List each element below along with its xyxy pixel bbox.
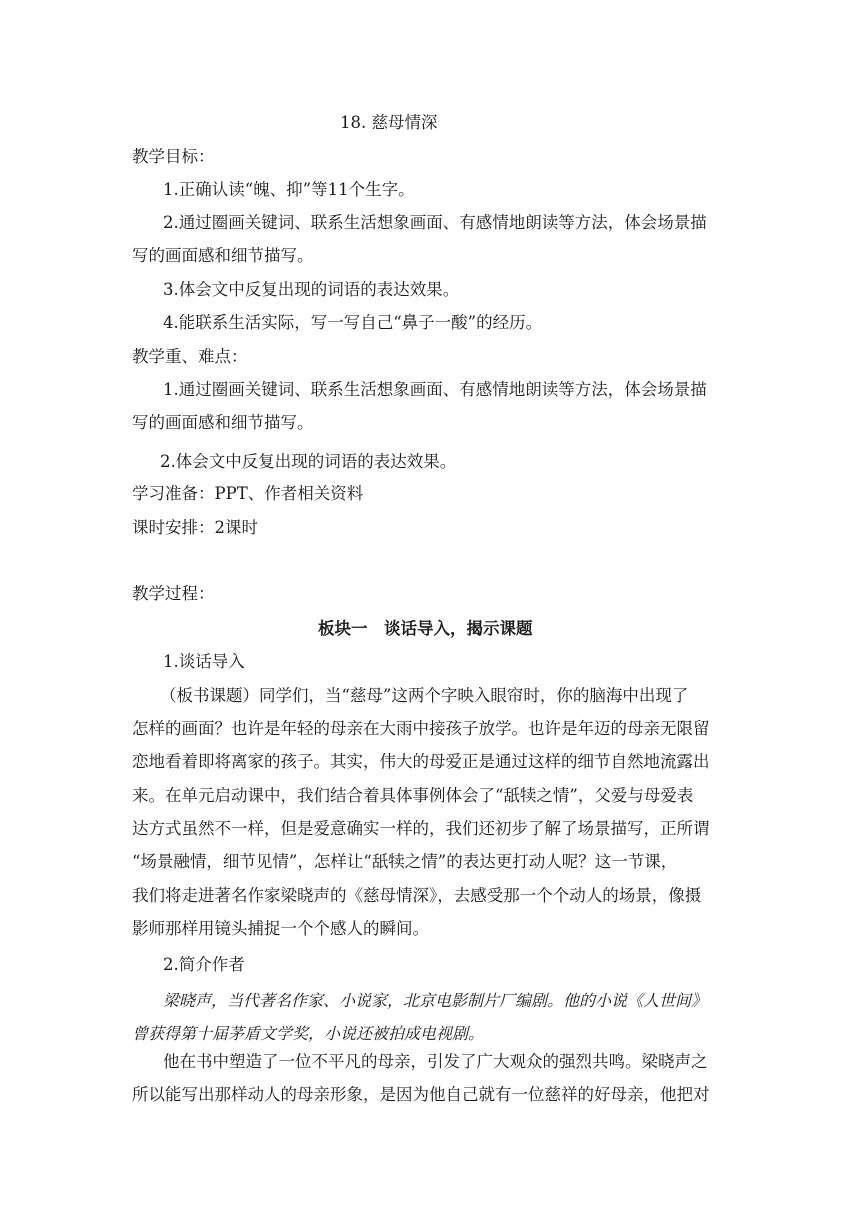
- objective-item: 2.通过圈画关键词、联系生活想象画面、有感情地朗读等方法，体会场景描: [163, 213, 707, 232]
- key-point-item: 1.通过圈画关键词、联系生活想象画面、有感情地朗读等方法，体会场景描: [163, 380, 707, 399]
- author-intro-line: 梁晓声，当代著名作家、小说家，北京电影制片厂编剧。他的小说《人世间》: [163, 991, 708, 1010]
- paragraph-line: （板书课题）同学们，当“慈母”这两个字映入眼帘时，你的脑海中出现了: [160, 686, 689, 705]
- paragraph-line: 怎样的画面？也许是年轻的母亲在大雨中接孩子放学。也许是年迈的母亲无限留: [132, 719, 710, 738]
- preparation-line: 学习准备：PPT、作者相关资料: [132, 484, 364, 503]
- paragraph-line: 他在书中塑造了一位不平凡的母亲，引发了广大观众的强烈共鸣。梁晓声之: [163, 1052, 708, 1071]
- paragraph-line: “场景融情，细节见情”，怎样让“舐犊之情”的表达更打动人呢？这一节课，: [132, 852, 678, 871]
- objectives-heading: 教学目标：: [132, 147, 215, 166]
- key-points-heading: 教学重、难点：: [132, 347, 248, 366]
- section-heading: 板块一 谈话导入，揭示课题: [318, 619, 533, 638]
- key-point-item-continued: 写的画面感和细节描写。: [132, 413, 314, 432]
- objective-item: 3.体会文中反复出现的词语的表达效果。: [163, 280, 460, 299]
- step-title: 2.简介作者: [163, 955, 245, 974]
- paragraph-line: 我们将走进著名作家梁晓声的《慈母情深》，去感受那一个个动人的场景，像摄: [132, 886, 702, 905]
- schedule-line: 课时安排：2课时: [132, 518, 258, 537]
- paragraph-line: 所以能写出那样动人的母亲形象，是因为他自己就有一位慈祥的好母亲，他把对: [132, 1085, 710, 1104]
- paragraph-line: 恋地看着即将离家的孩子。其实，伟大的母爱正是通过这样的细节自然地流露出: [132, 752, 710, 771]
- paragraph-line: 来。在单元启动课中，我们结合着具体事例体会了“舐犊之情”，父爱与母爱表: [132, 786, 694, 805]
- objective-item-continued: 写的画面感和细节描写。: [132, 246, 314, 265]
- process-heading: 教学过程：: [132, 584, 215, 603]
- document-title: 18. 慈母情深: [340, 113, 438, 132]
- step-title: 1.谈话导入: [163, 652, 245, 671]
- paragraph-line: 达方式虽然不一样，但是爱意确实一样的，我们还初步了解了场景描写，正所谓: [132, 819, 710, 838]
- objective-item: 1.正确认读“魄、抑”等11个生字。: [163, 180, 415, 199]
- paragraph-line: 影师那样用镜头捕捉一个个感人的瞬间。: [132, 919, 429, 938]
- author-intro-line: 曾获得第十届茅盾文学奖，小说还被拍成电视剧。: [132, 1024, 485, 1043]
- key-point-item: 2.体会文中反复出现的词语的表达效果。: [160, 452, 457, 471]
- objective-item: 4.能联系生活实际，写一写自己“鼻子一酸”的经历。: [163, 313, 543, 332]
